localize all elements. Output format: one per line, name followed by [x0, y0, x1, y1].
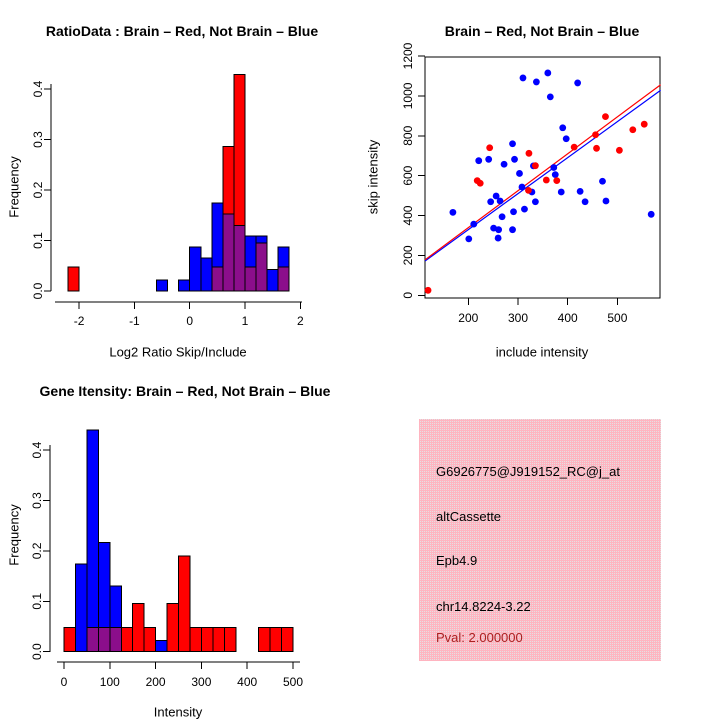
- panel-ratio_histogram: [7, 23, 319, 360]
- svg-text:1000: 1000: [401, 82, 415, 110]
- svg-text:0.4: 0.4: [31, 80, 45, 98]
- svg-text:300: 300: [507, 311, 529, 325]
- svg-text:Log2 Ratio Skip/Include: Log2 Ratio Skip/Include: [109, 344, 247, 360]
- svg-text:400: 400: [557, 311, 578, 325]
- gene-name-text: Epb4.9: [436, 553, 478, 568]
- svg-text:skip intensity: skip intensity: [365, 139, 381, 215]
- axes: [401, 42, 660, 325]
- svg-text:200: 200: [145, 675, 166, 689]
- svg-text:200: 200: [458, 311, 479, 325]
- svg-text:Brain – Red, Not Brain – Blue: Brain – Red, Not Brain – Blue: [444, 23, 640, 39]
- svg-text:0: 0: [186, 314, 194, 328]
- svg-text:400: 400: [401, 205, 415, 226]
- svg-text:0.2: 0.2: [30, 542, 44, 560]
- svg-text:-2: -2: [73, 314, 85, 328]
- svg-text:Intensity: Intensity: [153, 704, 203, 720]
- svg-text:400: 400: [237, 675, 258, 689]
- svg-text:Gene Itensity: Brain – Red, No: Gene Itensity: Brain – Red, Not Brain – Blue: [39, 383, 331, 399]
- svg-text:include intensity: include intensity: [495, 344, 589, 360]
- svg-text:0.1: 0.1: [30, 592, 44, 610]
- panel-gene_intensity_histogram: [7, 383, 331, 720]
- svg-text:2: 2: [296, 314, 304, 328]
- svg-text:Frequency: Frequency: [6, 504, 22, 566]
- location-text: chr14.8224-3.22: [436, 599, 531, 614]
- svg-text:0: 0: [401, 291, 415, 299]
- svg-text:0.2: 0.2: [31, 181, 45, 199]
- svg-text:0.1: 0.1: [31, 232, 45, 249]
- svg-text:600: 600: [401, 165, 415, 186]
- histogram-bars: [64, 430, 293, 652]
- scatter-points: [425, 70, 655, 294]
- probe-id-text: G6926775@J919152_RC@j_at: [436, 464, 620, 479]
- pval-text: Pval: 2.000000: [436, 630, 523, 645]
- svg-text:800: 800: [401, 125, 415, 146]
- regression-lines: [425, 85, 661, 261]
- svg-text:0.4: 0.4: [30, 441, 44, 459]
- svg-text:100: 100: [99, 675, 120, 689]
- svg-text:-1: -1: [129, 314, 140, 328]
- svg-text:500: 500: [282, 675, 304, 689]
- svg-text:0.3: 0.3: [31, 131, 45, 148]
- gene-info-panel: [419, 419, 661, 661]
- svg-text:RatioData : Brain – Red, Not B: RatioData : Brain – Red, Not Brain – Blue: [45, 23, 319, 39]
- svg-text:300: 300: [191, 675, 212, 689]
- histogram-bars: [68, 74, 289, 291]
- svg-text:1: 1: [241, 314, 249, 328]
- svg-text:1200: 1200: [401, 42, 415, 70]
- panel-intensity_scatter: [366, 23, 661, 360]
- svg-text:0.0: 0.0: [31, 282, 45, 300]
- svg-text:200: 200: [401, 245, 415, 266]
- svg-text:Frequency: Frequency: [6, 156, 22, 218]
- svg-text:0.3: 0.3: [30, 492, 44, 509]
- svg-text:500: 500: [607, 311, 628, 325]
- svg-text:0.0: 0.0: [30, 643, 44, 661]
- svg-text:0: 0: [60, 675, 68, 689]
- event-type-text: altCassette: [436, 509, 502, 524]
